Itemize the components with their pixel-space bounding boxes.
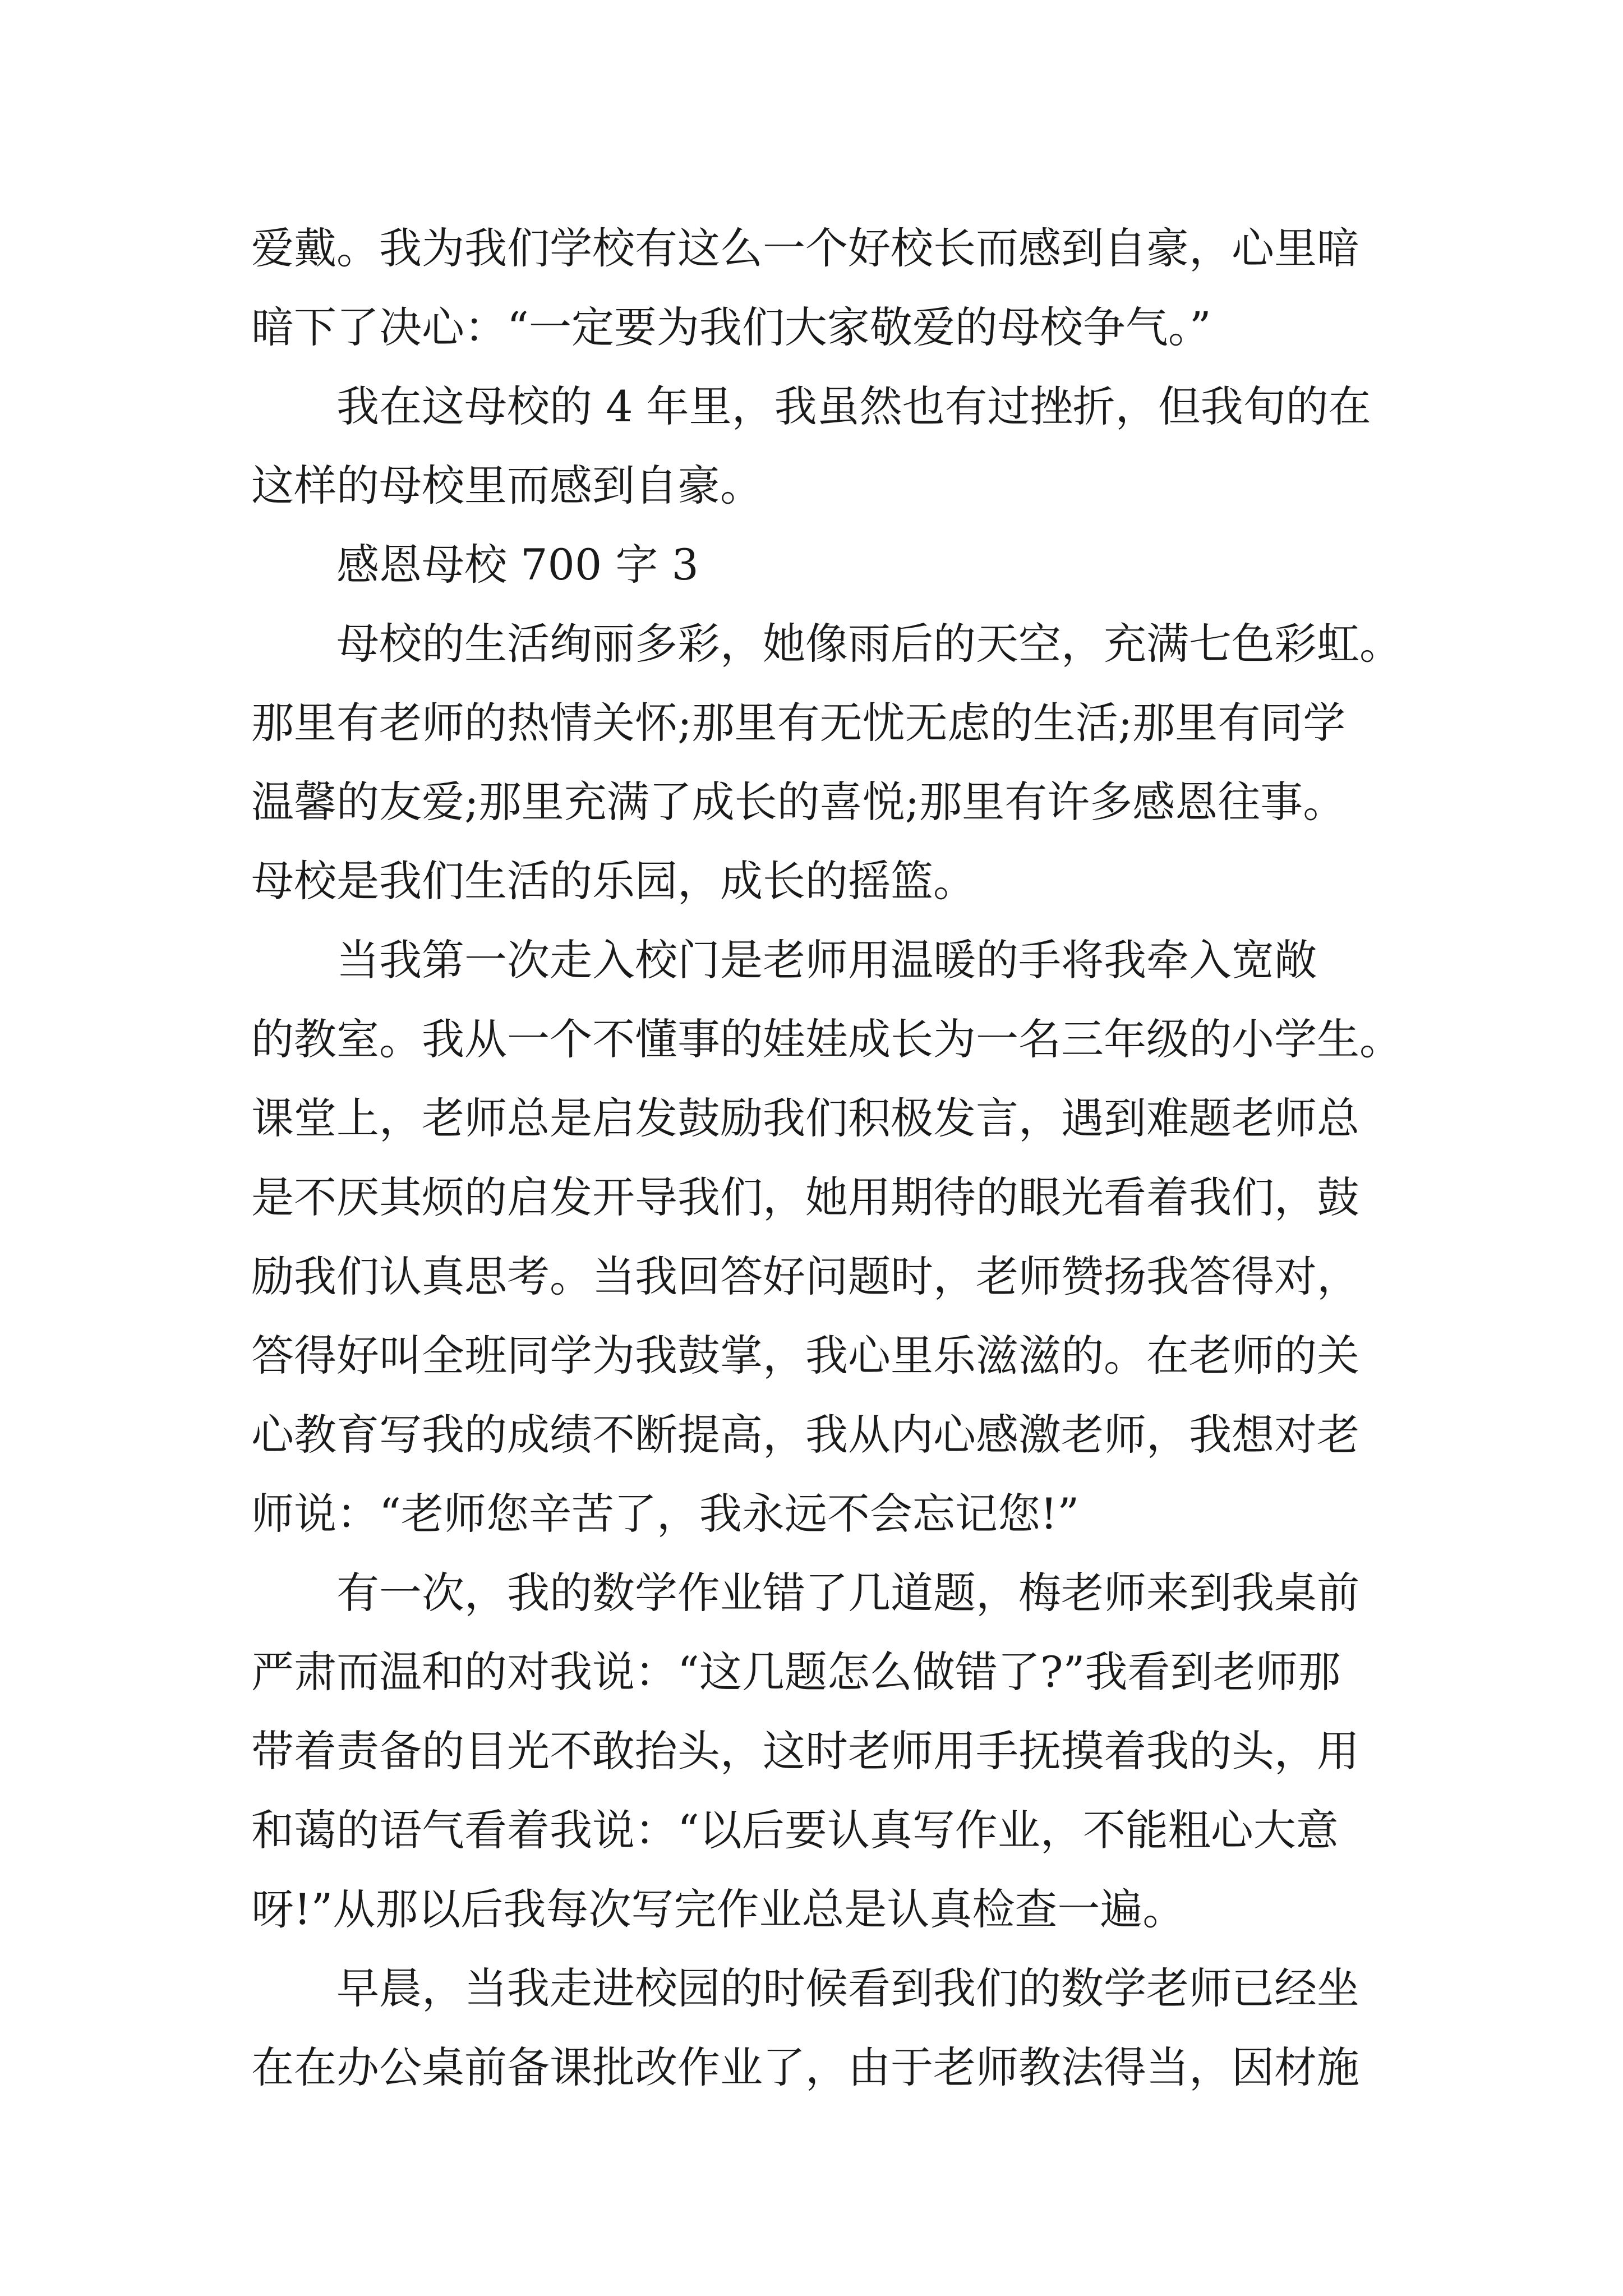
text-line: 当我第一次走入校门是老师用温暖的手将我牵入宽敞 [336,935,1317,985]
text-line: 温馨的友爱;那里充满了成长的喜悦;那里有许多感恩往事。 [251,777,1346,827]
body-text [251,209,1402,2107]
text-line: 有一次，我的数学作业错了几道题，梅老师来到我桌前 [336,1568,1359,1618]
text-line: 励我们认真思考。当我回答好问题时，老师赞扬我答得对， [251,1251,1359,1301]
text-line: 爱戴。我为我们学校有这么一个好校长而感到自豪，心里暗 [251,223,1359,273]
text-line: 母校是我们生活的乐园，成长的摇篮。 [251,856,976,906]
text-line: 心教育写我的成绩不断提高，我从内心感激老师，我想对老 [251,1410,1359,1460]
text-line: 的教室。我从一个不懂事的娃娃成长为一名三年级的小学生。 [251,1014,1402,1064]
text-line: 答得好叫全班同学为我鼓掌，我心里乐滋滋的。在老师的关 [251,1331,1359,1381]
text-line: 母校的生活绚丽多彩，她像雨后的天空，充满七色彩虹。 [336,619,1402,669]
text-line: 早晨，当我走进校园的时候看到我们的数学老师已经坐 [336,1963,1359,2013]
text-line: 呀!”从那以后我每次写完作业总是认真检查一遍。 [251,1884,1186,1934]
text-line: 这样的母校里而感到自豪。 [251,461,763,510]
text-line: 带着责备的目光不敢抬头，这时老师用手抚摸着我的头，用 [251,1726,1359,1776]
text-line: 师说：“老师您辛苦了，我永远不会忘记您!” [251,1489,1080,1539]
text-line: 和蔼的语气看着我说：“以后要认真写作业，不能粗心大意 [251,1805,1339,1855]
text-line: 严肃而温和的对我说：“这几题怎么做错了?”我看到老师那 [251,1647,1341,1697]
text-line: 暗下了决心：“一定要为我们大家敬爱的母校争气。” [251,302,1211,352]
text-line: 课堂上，老师总是启发鼓励我们积极发言，遇到难题老师总 [251,1093,1359,1143]
text-line: 那里有老师的热情关怀;那里有无忧无虑的生活;那里有同学 [251,698,1346,748]
section-heading: 感恩母校 700 字 3 [336,540,699,590]
text-line: 是不厌其烦的启发开导我们，她用期待的眼光看着我们，鼓 [251,1172,1359,1222]
text-line: 我在这母校的 4 年里，我虽然也有过挫折，但我旬的在 [336,381,1371,431]
text-line: 在在办公桌前备课批改作业了，由于老师教法得当，因材施 [251,2042,1359,2092]
